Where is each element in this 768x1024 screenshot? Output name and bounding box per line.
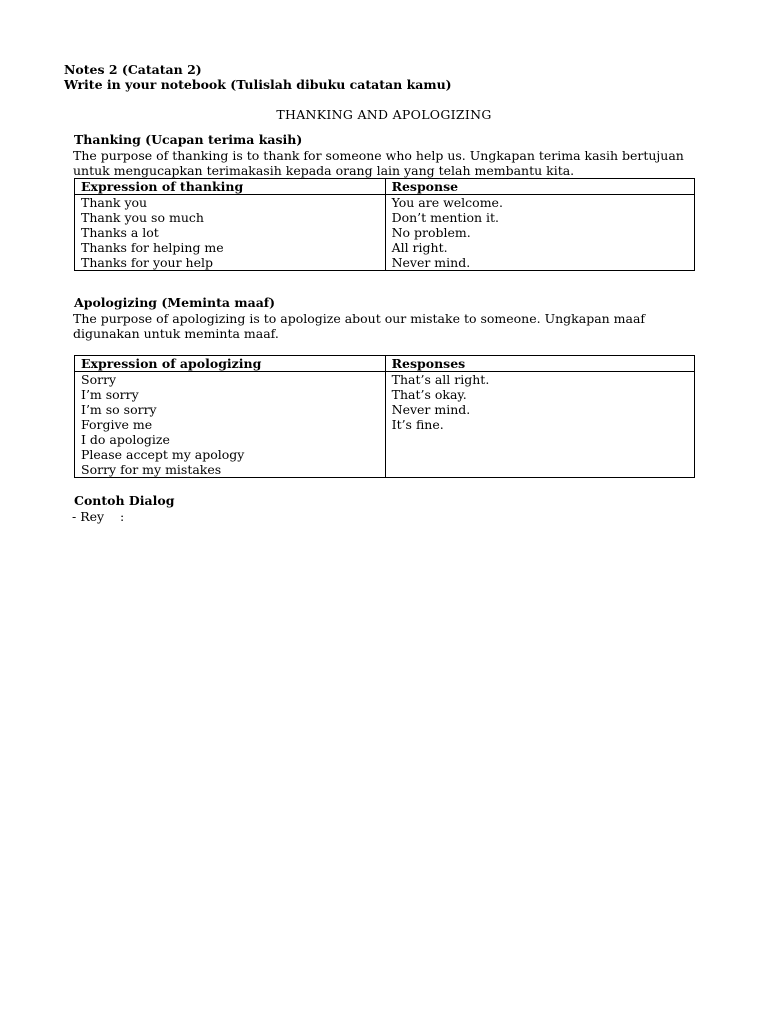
thanking-paragraph-line: untuk mengucapkan terimakasih kepada orang lain yang telah membantu kita. <box>73 163 575 178</box>
apologizing-paragraph-line: The purpose of apologizing is to apologize about our mistake to someone. Ungkapan maaf <box>73 311 646 326</box>
table-row <box>75 417 695 432</box>
apologizing-table <box>74 355 695 478</box>
table-cell: It’s fine. <box>385 417 694 432</box>
table-cell <box>385 432 694 447</box>
column-header: Response <box>385 179 694 195</box>
apologizing-paragraph <box>73 311 673 341</box>
table-cell: Never mind. <box>385 402 694 417</box>
table-row <box>75 210 695 225</box>
table-cell <box>385 447 694 462</box>
column-header: Expression of thanking <box>75 179 386 195</box>
table-cell: I do apologize <box>75 432 386 447</box>
document-title: THANKING AND APOLOGIZING <box>276 107 492 122</box>
table-row <box>75 387 695 402</box>
notes-heading: Notes 2 (Catatan 2) <box>64 62 202 77</box>
table-cell: Never mind. <box>385 255 694 271</box>
apologizing-paragraph-line: digunakan untuk meminta maaf. <box>73 326 279 341</box>
table-cell: You are welcome. <box>385 195 694 211</box>
table-row <box>75 240 695 255</box>
dialog-speaker-line: - Rey : <box>72 509 125 524</box>
table-cell: Thanks for your help <box>75 255 386 271</box>
table-cell: Thank you <box>75 195 386 211</box>
table-cell: Forgive me <box>75 417 386 432</box>
table-row <box>75 255 695 271</box>
table-row <box>75 372 695 388</box>
table-cell: That’s all right. <box>385 372 694 388</box>
table-cell: Thank you so much <box>75 210 386 225</box>
thanking-table <box>74 178 695 271</box>
table-row <box>75 195 695 211</box>
column-header: Expression of apologizing <box>75 356 386 372</box>
table-cell: I’m so sorry <box>75 402 386 417</box>
table-cell <box>385 462 694 478</box>
thanking-heading: Thanking (Ucapan terima kasih) <box>74 132 303 147</box>
table-row <box>75 225 695 240</box>
table-row <box>75 402 695 417</box>
table-header-row <box>75 356 695 372</box>
table-row <box>75 432 695 447</box>
table-cell: I’m sorry <box>75 387 386 402</box>
column-header: Responses <box>385 356 694 372</box>
table-row <box>75 447 695 462</box>
notebook-instruction: Write in your notebook (Tulislah dibuku catatan kamu) <box>64 77 452 92</box>
thanking-paragraph-line: The purpose of thanking is to thank for someone who help us. Ungkapan terima kasih bertujuan <box>73 148 684 163</box>
table-cell: That’s okay. <box>385 387 694 402</box>
table-cell: All right. <box>385 240 694 255</box>
table-cell: Sorry <box>75 372 386 388</box>
thanking-paragraph <box>73 148 684 178</box>
table-cell: Thanks for helping me <box>75 240 386 255</box>
table-cell: Sorry for my mistakes <box>75 462 386 478</box>
apologizing-heading: Apologizing (Meminta maaf) <box>74 295 276 310</box>
table-cell: Please accept my apology <box>75 447 386 462</box>
table-cell: No problem. <box>385 225 694 240</box>
dialog-heading: Contoh Dialog <box>74 493 175 508</box>
table-row <box>75 462 695 478</box>
table-cell: Don’t mention it. <box>385 210 694 225</box>
table-cell: Thanks a lot <box>75 225 386 240</box>
table-header-row <box>75 179 695 195</box>
